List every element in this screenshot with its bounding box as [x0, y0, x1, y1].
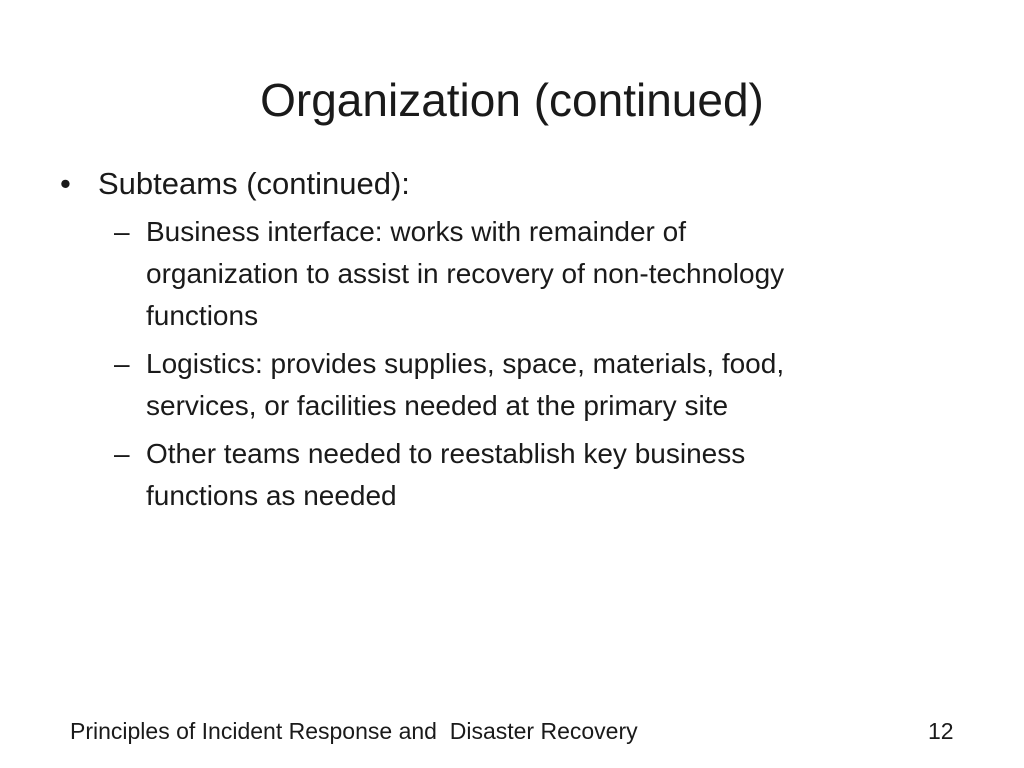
- sub-item-business-interface-line-1: Business interface: works with remainder of: [146, 216, 686, 247]
- slide-title: Organization (continued): [260, 74, 764, 126]
- sub-item-other-teams-line-2: functions as needed: [146, 480, 397, 511]
- page-number: 12: [928, 718, 954, 744]
- bullet-subteams: Subteams (continued):: [98, 166, 410, 201]
- dash-icon: –: [114, 216, 130, 247]
- sub-item-logistics-line-1: Logistics: provides supplies, space, materials, food,: [146, 348, 785, 379]
- sub-item-other-teams-line-1: Other teams needed to reestablish key business: [146, 438, 746, 469]
- footer-course-title: Principles of Incident Response and Disaster Recovery: [70, 718, 638, 744]
- sub-item-business-interface-line-2: organization to assist in recovery of non-technology: [146, 258, 785, 289]
- dash-icon: –: [114, 438, 130, 469]
- bullet-icon: •: [60, 166, 71, 201]
- dash-icon: –: [114, 348, 130, 379]
- sub-item-business-interface-line-3: functions: [146, 300, 259, 331]
- sub-item-logistics-line-2: services, or facilities needed at the primary site: [146, 390, 729, 421]
